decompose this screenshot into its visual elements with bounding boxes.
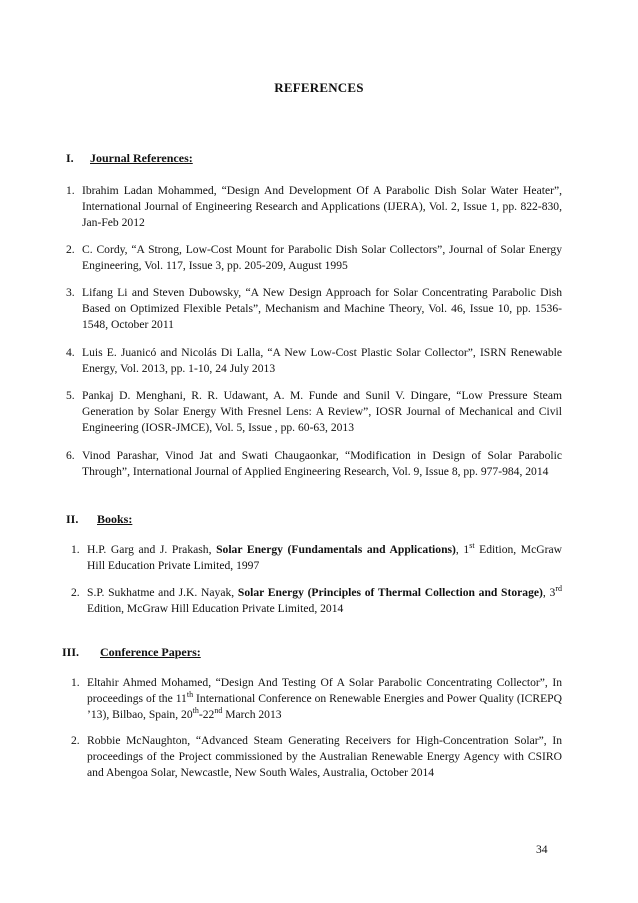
item-number: 1. [71, 543, 80, 556]
reference-text: Pankaj D. Menghani, R. R. Udawant, A. M. Funde and Sunil V. Dingare, “Low Pressure Steam Generation by Solar Energy With Fresnel Lens: A Review”, IOSR Journal of Mechanical and Civil Engineering (IOSR-JMCE), Vol. 5, Issue , pp. 60-63, 2013 [82, 389, 562, 434]
reference-text: Ibrahim Ladan Mohammed, “Design And Development Of A Parabolic Dish Solar Water Heater”, International Journal of Engineering Research and Applications (IJERA), Vol. 2, Issue 1, pp. 822-830, Jan-Feb 2012 [82, 184, 562, 229]
reference-text: March 2013 [222, 708, 282, 721]
section-heading-journal [66, 151, 193, 165]
list-item [66, 285, 562, 333]
page-number: 34 [536, 843, 548, 856]
item-number: 2. [66, 243, 75, 256]
item-number: 6. [66, 449, 75, 462]
page-title: REFERENCES [274, 80, 364, 95]
list-item [66, 448, 562, 480]
reference-text: Edition, McGraw Hill Education Private Limited, 2014 [87, 602, 344, 615]
reference-text: , 3 [542, 586, 556, 599]
section-title: Journal References: [90, 151, 193, 165]
section-numeral: II. [66, 512, 79, 526]
reference-text: -22 [198, 708, 215, 721]
section-numeral: III. [62, 645, 80, 659]
list-item [71, 675, 562, 723]
ordinal-suffix: th [192, 706, 199, 716]
reference-text: Robbie McNaughton, “Advanced Steam Generating Receivers for High-Concentration Solar”, In proceedings of the Project commissioned by the Australian Renewable Energy Agency with CSIRO and Abengoa Solar, Newcastle, New South Wales, Australia, October 2014 [87, 734, 562, 779]
reference-text: S.P. Sukhatme and J.K. Nayak, [87, 586, 238, 599]
reference-text: C. Cordy, “A Strong, Low-Cost Mount for Parabolic Dish Solar Collectors”, Journal of Solar Energy Engineering, Vol. 117, Issue 3, pp. 205-209, August 1995 [82, 243, 562, 272]
reference-text: H.P. Garg and J. Prakash, [87, 543, 217, 556]
section-heading-books [66, 512, 133, 526]
section-title: Books: [97, 512, 133, 526]
reference-text: Lifang Li and Steven Dubowsky, “A New Design Approach for Solar Concentrating Parabolic Dish Based on Optimized Flexible Petals”, Mechanism and Machine Theory, Vol. 46, Issue 10, pp. 1536-1548, October 2011 [82, 286, 562, 331]
list-item [71, 541, 563, 574]
book-title: Solar Energy (Fundamentals and Applications) [216, 543, 456, 556]
ordinal-suffix: rd [555, 584, 562, 594]
ordinal-suffix: th [186, 690, 194, 700]
item-number: 2. [71, 586, 80, 599]
ordinal-suffix: nd [214, 706, 223, 716]
list-item [66, 345, 562, 377]
reference-text: Eltahir Ahmed Mohamed, “Design And Testing Of A Solar Parabolic Concentrating Collector”, In proceedings of the 11 [87, 676, 562, 705]
item-number: 5. [66, 389, 75, 402]
reference-text: Edition, McGraw Hill Education Private Limited, 1997 [87, 543, 563, 572]
list-item [71, 733, 562, 781]
reference-text: Vinod Parashar, Vinod Jat and Swati Chaugaonkar, “Modification in Design of Solar Parabolic Through”, International Journal of Applied Engineering Research, Vol. 9, Issue 8, pp. 977-984, 2014 [82, 449, 562, 478]
list-item [66, 388, 562, 436]
section-heading-conference [62, 645, 201, 659]
list-item [66, 183, 562, 231]
list-item [66, 242, 562, 274]
book-title: Solar Energy (Principles of Thermal Collection and Storage) [237, 586, 543, 599]
item-number: 1. [71, 676, 80, 689]
reference-text: , 1 [455, 543, 470, 556]
item-number: 2. [71, 734, 80, 747]
section-title: Conference Papers: [100, 645, 201, 659]
list-item [71, 584, 562, 617]
reference-text: Luis E. Juanicó and Nicolás Di Lalla, “A New Low-Cost Plastic Solar Collector”, ISRN Renewable Energy, Vol. 2013, pp. 1-10, 24 July 2013 [82, 346, 562, 375]
item-number: 4. [66, 346, 75, 359]
item-number: 3. [66, 286, 75, 299]
item-number: 1. [66, 184, 75, 197]
ordinal-suffix: st [469, 541, 475, 551]
reference-text: International Conference on Renewable Energies and Power Quality (ICREPQ ’13), Bilbao, Spain, 20 [87, 692, 562, 721]
section-numeral: I. [66, 151, 74, 165]
